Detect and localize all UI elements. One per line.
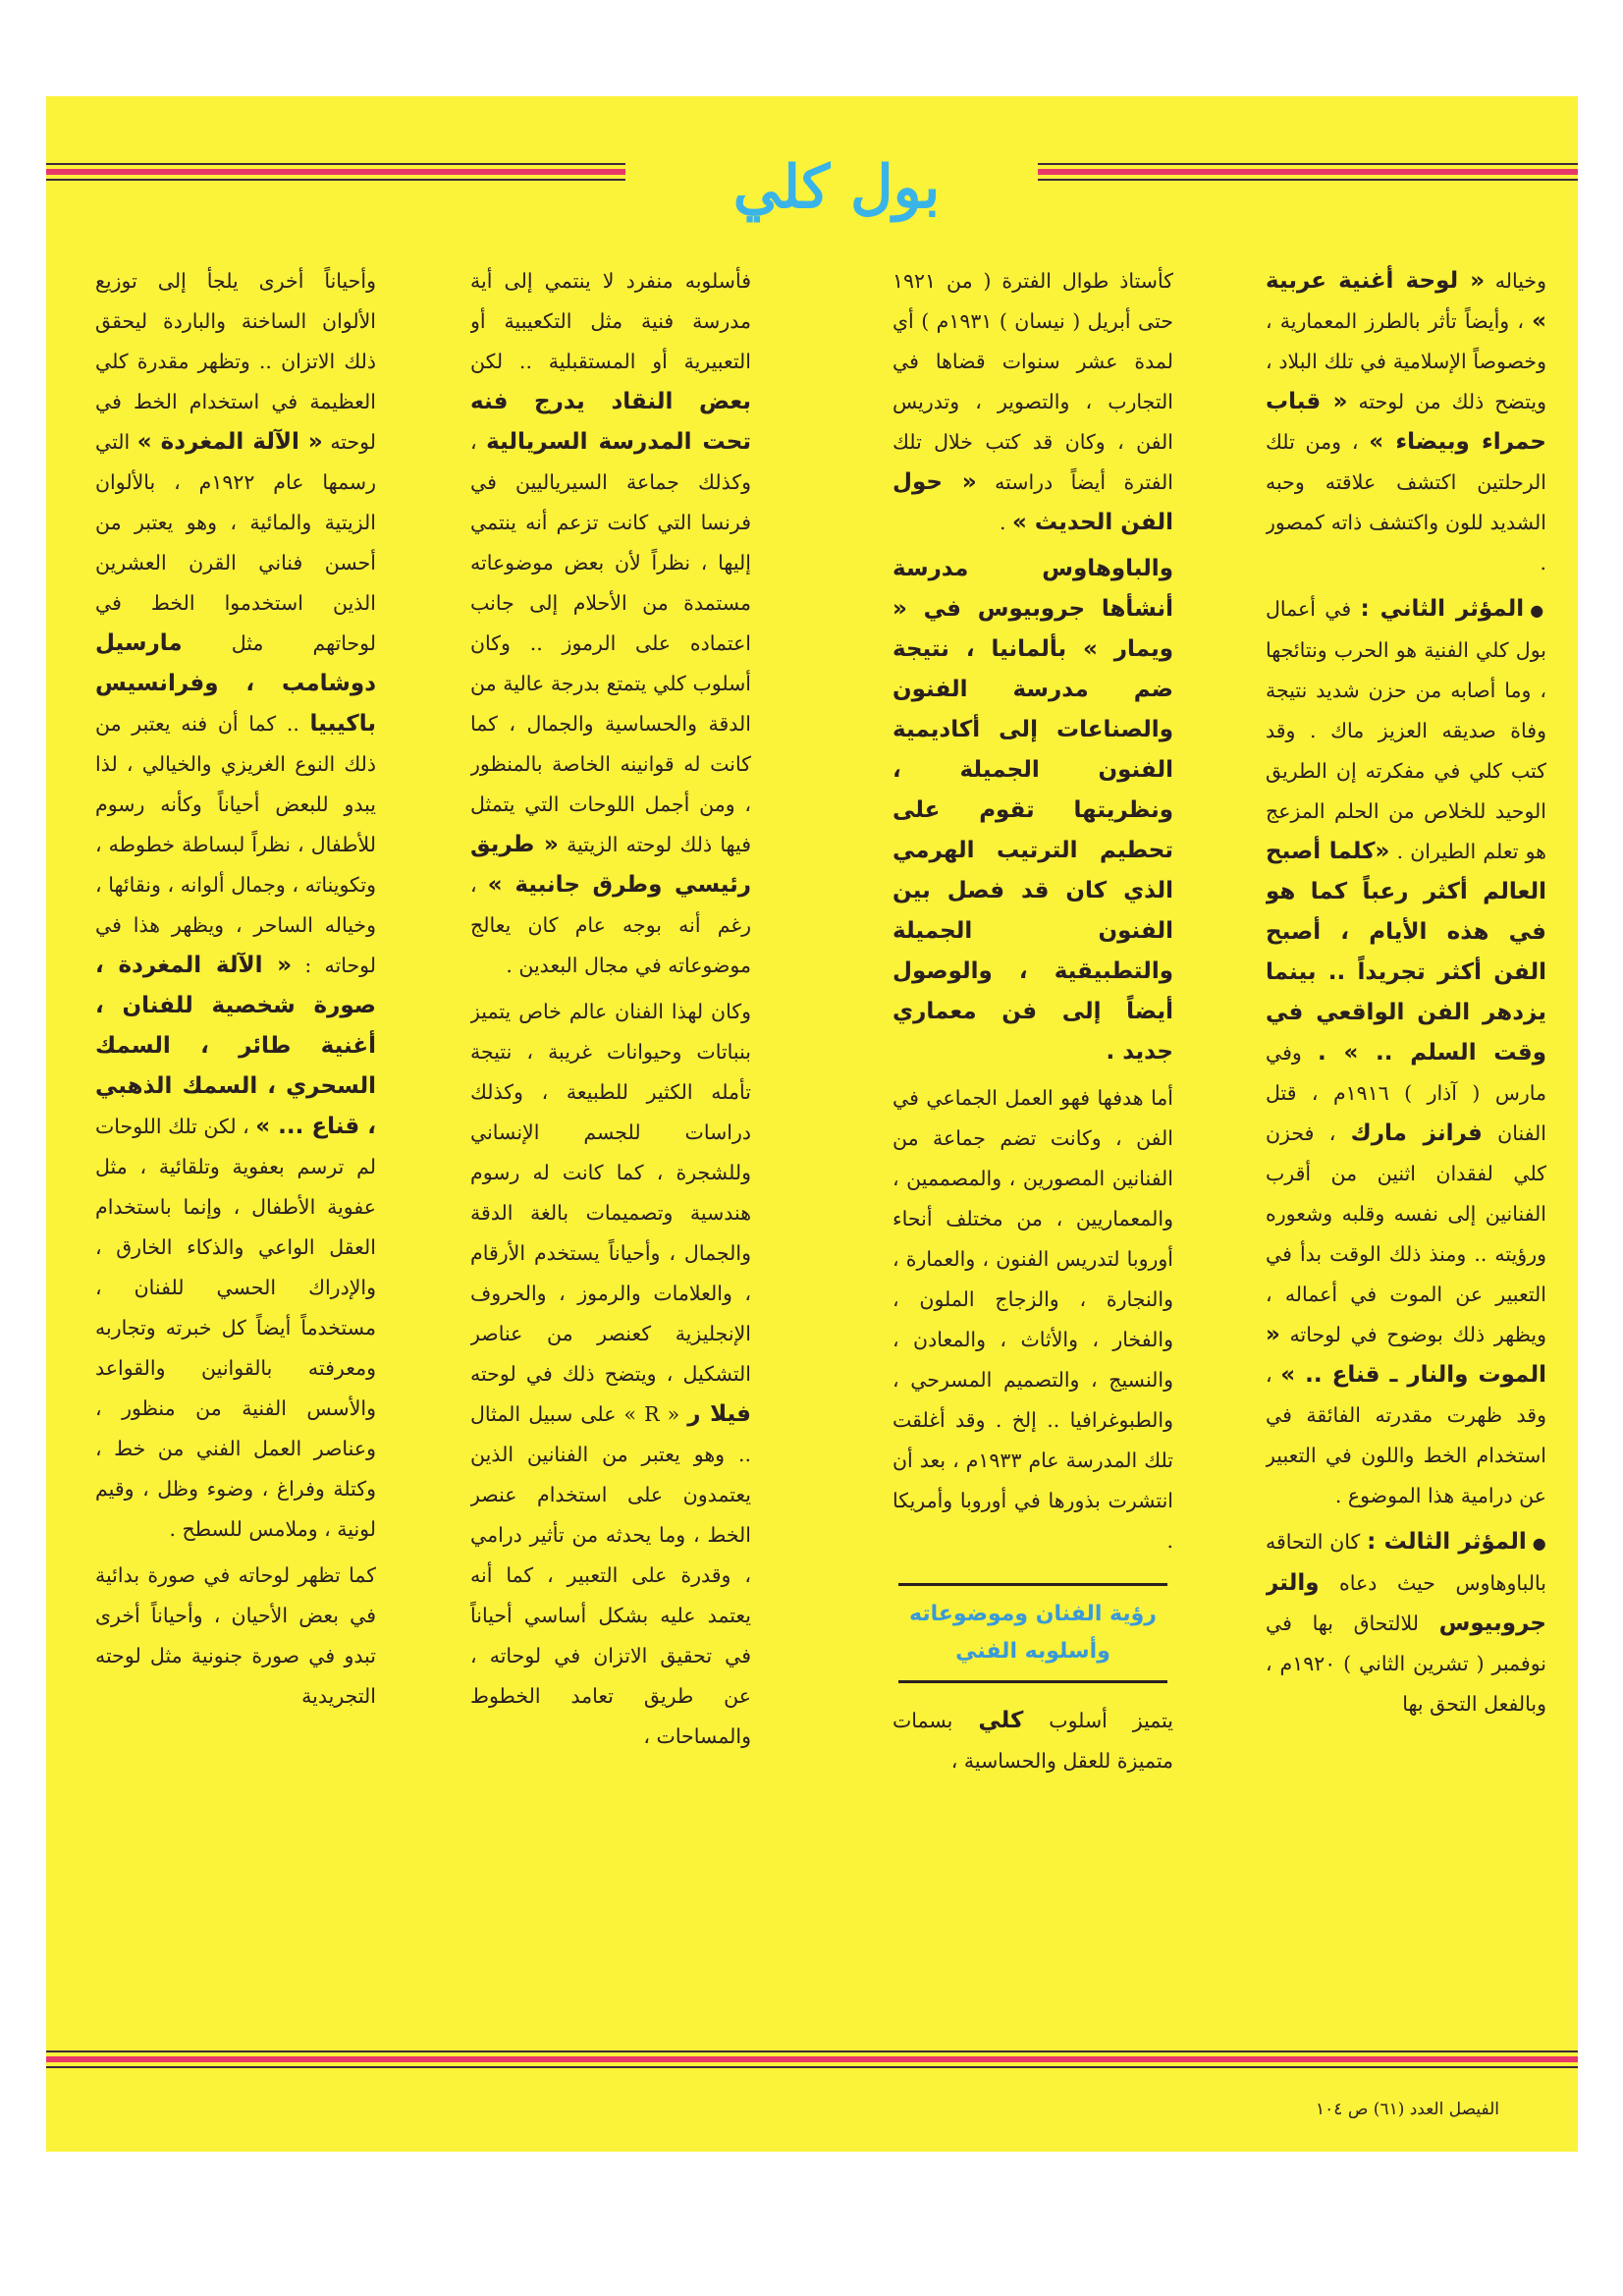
header-rule-right-bottom bbox=[1038, 179, 1578, 181]
paragraph bbox=[1266, 589, 1546, 1516]
body-text: بسمات متميزة للعقل والحساسية ، bbox=[893, 1709, 1173, 1773]
body-text: « R » على سبيل المثال .. وهو يعتبر من الفنانين الذين يعتمدون على استخدام عنصر الخط ، وما يحدثه من تأثير درامي ، وقدرة على التعبير ، كما أنه يعتمد عليه بشكل أساسي أحياناً في تحقيق الاتزان في لوحاته ، عن طريق تعامد الخطوط والمساحات ، bbox=[470, 1402, 751, 1748]
header-rule-right-top bbox=[1038, 163, 1578, 165]
paragraph bbox=[1266, 261, 1546, 583]
bold-text: والتر جروبيوس bbox=[1266, 1570, 1546, 1636]
text-column-4 bbox=[95, 261, 376, 2019]
page-footer: الفيصل العدد (٦١) ص ١٠٤ bbox=[1316, 2100, 1499, 2119]
body-text: .. كما أن فنه يعتبر من ذلك النوع الغريزي والخيالي ، لذا يبدو للبعض أحياناً وكأنه رسوم للأطفال ، نظراً لبساطة خطوطه ، وتكويناته ، وجمال ألوانه ، ونقائها ، وخياله الساحر ، ويظهر هذا في لوحاته : bbox=[95, 712, 376, 977]
paragraph bbox=[95, 1556, 376, 1717]
body-text: فأسلوبه منفرد لا ينتمي إلى أية مدرسة فنية مثل التكعيبية أو التعبيرية أو المستقبلية .. لكن bbox=[470, 269, 751, 373]
body-text: وفي مارس ( آذار ) ١٩١٦م ، قتل الفنان bbox=[1266, 1041, 1546, 1145]
body-text: . bbox=[999, 511, 1012, 534]
bold-text: « حول الفن الحديث » bbox=[893, 469, 1173, 535]
body-text: ، ومن تلك الرحلتين اكتشف علاقته وحبه الشديد للون واكتشف ذاته كمصور . bbox=[1266, 430, 1546, 574]
paragraph bbox=[893, 549, 1173, 1072]
paragraph bbox=[470, 992, 751, 1757]
body-text: ، لكن تلك اللوحات لم ترسم بعفوية وتلقائية ، مثل عفوية الأطفال ، وإنما باستخدام العقل الواعي والذكاء الخارق ، والإدراك الحسي للفنان ، مستخدماً أيضاً كل خبرته وتجاربه ومعرفته بالقوانين والقواعد والأسس الفنية من منظور ، وعناصر العمل الفني من خط ، وكتلة وفراغ ، وضوء وظل ، وقيم لونية ، وملامس للسطح . bbox=[95, 1115, 376, 1541]
body-text: للالتحاق بها في نوفمبر ( تشرين الثاني ) ١٩٢٠م ، وبالفعل التحق بها bbox=[1266, 1612, 1546, 1716]
bold-text: « الموت والنار ـ قناع .. » bbox=[1266, 1322, 1546, 1388]
bold-text: والباوهاوس مدرسة أنشأها جروبيوس في « ويمار » بألمانيا ، نتيجة ضم مدرسة الفنون والصناعات إلى أكاديمية الفنون الجميلة ، ونظريتها تقوم على تحطيم الترتيب الهرمي الذي كان قد فصل بين الفنون الجميلة والتطبيقية ، والوصول أيضاً إلى فن معماري جديد . bbox=[893, 556, 1173, 1065]
section-heading: رؤية الفنان وموضوعاته وأسلوبه الفني bbox=[898, 1583, 1167, 1683]
footer-rule bbox=[46, 2056, 1578, 2062]
paragraph bbox=[893, 1701, 1173, 1781]
bold-text: مارسيل دوشامب ، وفرانسيس باكيبيا bbox=[95, 630, 376, 737]
magazine-page bbox=[46, 96, 1578, 2152]
text-column-3 bbox=[470, 261, 751, 2019]
page-title: بول كلي bbox=[732, 153, 941, 222]
body-text: وكان لهذا الفنان عالم خاص يتميز بنباتات وحيوانات غريبة ، نتيجة تأمله الكثير للطبيعة ، وكذلك دراسات للجسم الإنساني وللشجرة ، كما كانت له رسوم هندسية وتصميمات بالغة الدقة والجمال ، وأحياناً يستخدم الأرقام ، والعلامات والرموز ، والحروف الإنجليزية كعنصر من عناصر التشكيل ، ويتضح ذلك في لوحته bbox=[470, 1000, 751, 1386]
paragraph bbox=[893, 1078, 1173, 1561]
text-column-2 bbox=[893, 261, 1173, 2019]
body-text: التي رسمها عام ١٩٢٢م ، بالألوان الزيتية والمائية ، وهو يعتبر من أحسن فناني القرن العشرين الذين استخدموا الخط في لوحاتهم مثل bbox=[95, 430, 376, 655]
paragraph bbox=[1266, 1522, 1546, 1724]
bold-text: «كلما أصبح العالم أكثر رعباً كما هو في هذه الأيام ، أصبح الفن أكثر تجريداً .. بينما يزدهر الفن الواقعي في وقت السلم .. » . bbox=[1266, 839, 1546, 1066]
text-column-1 bbox=[1266, 261, 1546, 2019]
body-text: ، رغم أنه بوجه عام كان يعالج موضوعاته في مجال البعدين . bbox=[470, 873, 751, 977]
header-rule-right bbox=[1038, 169, 1578, 175]
header-rule-left-top bbox=[46, 163, 625, 165]
bold-text: « طريق رئيسي وطرق جانبية » bbox=[470, 832, 751, 898]
body-text: كما تظهر لوحاته في صورة بدائية في بعض الأحيان ، وأحياناً أخرى تبدو في صورة جنونية مثل لوحته التجريدية bbox=[95, 1563, 376, 1708]
body-text: يتميز أسلوب bbox=[1023, 1709, 1173, 1732]
bold-text: المؤثر الثاني : bbox=[1360, 596, 1525, 622]
bold-text: فيلا ر bbox=[687, 1401, 751, 1427]
bold-text: بعض النقاد يدرج فنه تحت المدرسة السريالية bbox=[470, 389, 751, 455]
body-text: ، وأيضاً تأثر بالطرز المعمارية ، وخصوصاً الإسلامية في تلك البلاد ، ويتضح ذلك من لوحته bbox=[1266, 309, 1546, 413]
body-text: وأحياناً أخرى يلجأ إلى توزيع الألوان الساخنة والباردة ليحقق ذلك الاتزان .. وتظهر مقدرة كلي العظيمة في استخدام الخط في لوحته bbox=[95, 269, 376, 454]
body-text: ، وقد ظهرت مقدرته الفائقة في استخدام الخط واللون في التعبير عن درامية هذا الموضوع . bbox=[1266, 1363, 1546, 1507]
footer-rule-top bbox=[46, 2050, 1578, 2052]
footer-rule-bottom bbox=[46, 2066, 1578, 2068]
paragraph bbox=[893, 261, 1173, 543]
bold-text: « لوحة أغنية عربية » bbox=[1266, 268, 1546, 334]
body-text: ، فحزن كلي لفقدان اثنين من أقرب الفنانين إلى نفسه وقلبه وشعوره ورؤيته .. ومنذ ذلك الوقت بدأ في التعبير عن الموت في أعماله ، ويظهر ذلك بوضوح في لوحاته bbox=[1266, 1121, 1546, 1346]
paragraph bbox=[95, 261, 376, 1550]
body-text: وخياله bbox=[1485, 269, 1546, 293]
body-text: كأستاذ طوال الفترة ( من ١٩٢١ حتى أبريل ( نيسان ) ١٩٣١م ) أي لمدة عشر سنوات قضاها في التجارب ، والتصوير ، وتدريس الفن ، وكان قد كتب خلال تلك الفترة أيضاً دراسته bbox=[893, 269, 1173, 494]
bold-text: كلي bbox=[978, 1708, 1024, 1733]
body-text: في أعمال بول كلي الفنية هو الحرب ونتائجها ، وما أصابه من حزن شديد نتيجة وفاة صديقه العزيز ماك . وقد كتب كلي في مفكرته إن الطريق الوحيد للخلاص من الحلم المزعج هو تعلم الطيران . bbox=[1266, 597, 1546, 863]
bold-text: « قباب حمراء وبيضاء » bbox=[1266, 389, 1546, 455]
bold-text: « الآلة المغردة ، صورة شخصية للفنان ، أغنية طائر ، السمك السحري ، السمك الذهبي ، قناع ... » bbox=[95, 953, 376, 1139]
bold-text: « الآلة المغردة » bbox=[136, 429, 323, 455]
header-rule-left-bottom bbox=[46, 179, 625, 181]
header-rule-left bbox=[46, 169, 625, 175]
bold-text: المؤثر الثالث : bbox=[1367, 1529, 1527, 1555]
body-text: ، وكذلك جماعة السيرياليين في فرنسا التي كانت تزعم أنه ينتمي إليها ، نظراً لأن بعض موضوعاته مستمدة من الأحلام إلى جانب اعتماده على الرموز .. وكان أسلوب كلي يتمتع بدرجة عالية من الدقة والحساسية والجمال ، كما كانت له قوانينه الخاصة بالمنظور ، ومن أجمل اللوحات التي يتمثل فيها ذلك لوحته الزيتية bbox=[470, 430, 751, 856]
paragraph bbox=[470, 261, 751, 986]
bold-text: فرانز مارك bbox=[1350, 1121, 1483, 1146]
body-text: أما هدفها فهو العمل الجماعي في الفن ، وكانت تضم جماعة من الفنانين المصورين ، والمصممين ، والمعماريين ، من مختلف أنحاء أوروبا لتدريس الفنون ، والعمارة ، والنجارة ، والزجاج الملون ، والفخار ، والأثاث ، والمعادن ، والنسيج ، والتصميم المسرحي ، والطبوغرافيا .. إلخ . وقد أغلقت تلك المدرسة عام ١٩٣٣م ، بعد أن انتشرت بذورها في أوروبا وأمريكا . bbox=[893, 1086, 1173, 1553]
body-text: كان التحاقه بالباوهاوس حيث دعاه bbox=[1266, 1530, 1546, 1595]
